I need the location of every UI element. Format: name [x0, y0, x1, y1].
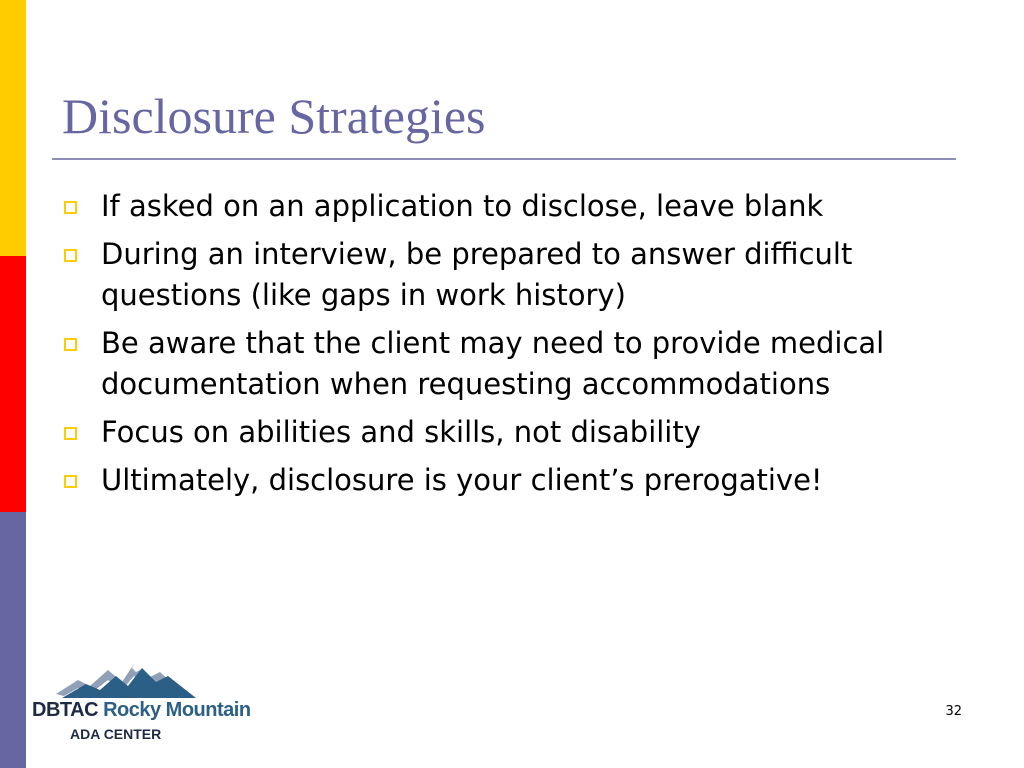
- square-bullet-icon: [64, 338, 77, 351]
- title-divider: [52, 158, 956, 160]
- bullet-text: Be aware that the client may need to provide medical documentation when requesting accommodations: [101, 326, 885, 401]
- dbtac-logo: [32, 660, 251, 748]
- slide-title: Disclosure Strategies: [62, 88, 486, 144]
- mountain-range-icon: [56, 660, 196, 700]
- logo-text-dbtac: DBTAC: [32, 699, 99, 721]
- square-bullet-icon: [64, 249, 77, 262]
- bullet-item: [0, 234, 1000, 316]
- bullet-item: [0, 323, 1000, 405]
- logo-text-ada-center: ADA CENTER: [70, 726, 162, 742]
- logo-text-rocky-mountain: Rocky Mountain: [103, 699, 251, 721]
- bullet-text: During an interview, be prepared to answer difficult questions (like gaps in work history): [101, 237, 853, 312]
- bullet-item: [0, 186, 1000, 227]
- square-bullet-icon: [64, 475, 77, 488]
- bullet-text: Ultimately, disclosure is your client’s prerogative!: [101, 463, 823, 497]
- bullet-text: Focus on abilities and skills, not disability: [101, 415, 701, 449]
- accent-stripe-blue: [0, 512, 26, 768]
- square-bullet-icon: [64, 427, 77, 440]
- page-number: 32: [945, 704, 962, 719]
- square-bullet-icon: [64, 201, 77, 214]
- bullet-list: [0, 186, 1000, 508]
- bullet-item: [0, 412, 1000, 453]
- bullet-item: [0, 460, 1000, 501]
- logo-wordmark: [32, 698, 251, 722]
- bullet-text: If asked on an application to disclose, leave blank: [101, 189, 824, 223]
